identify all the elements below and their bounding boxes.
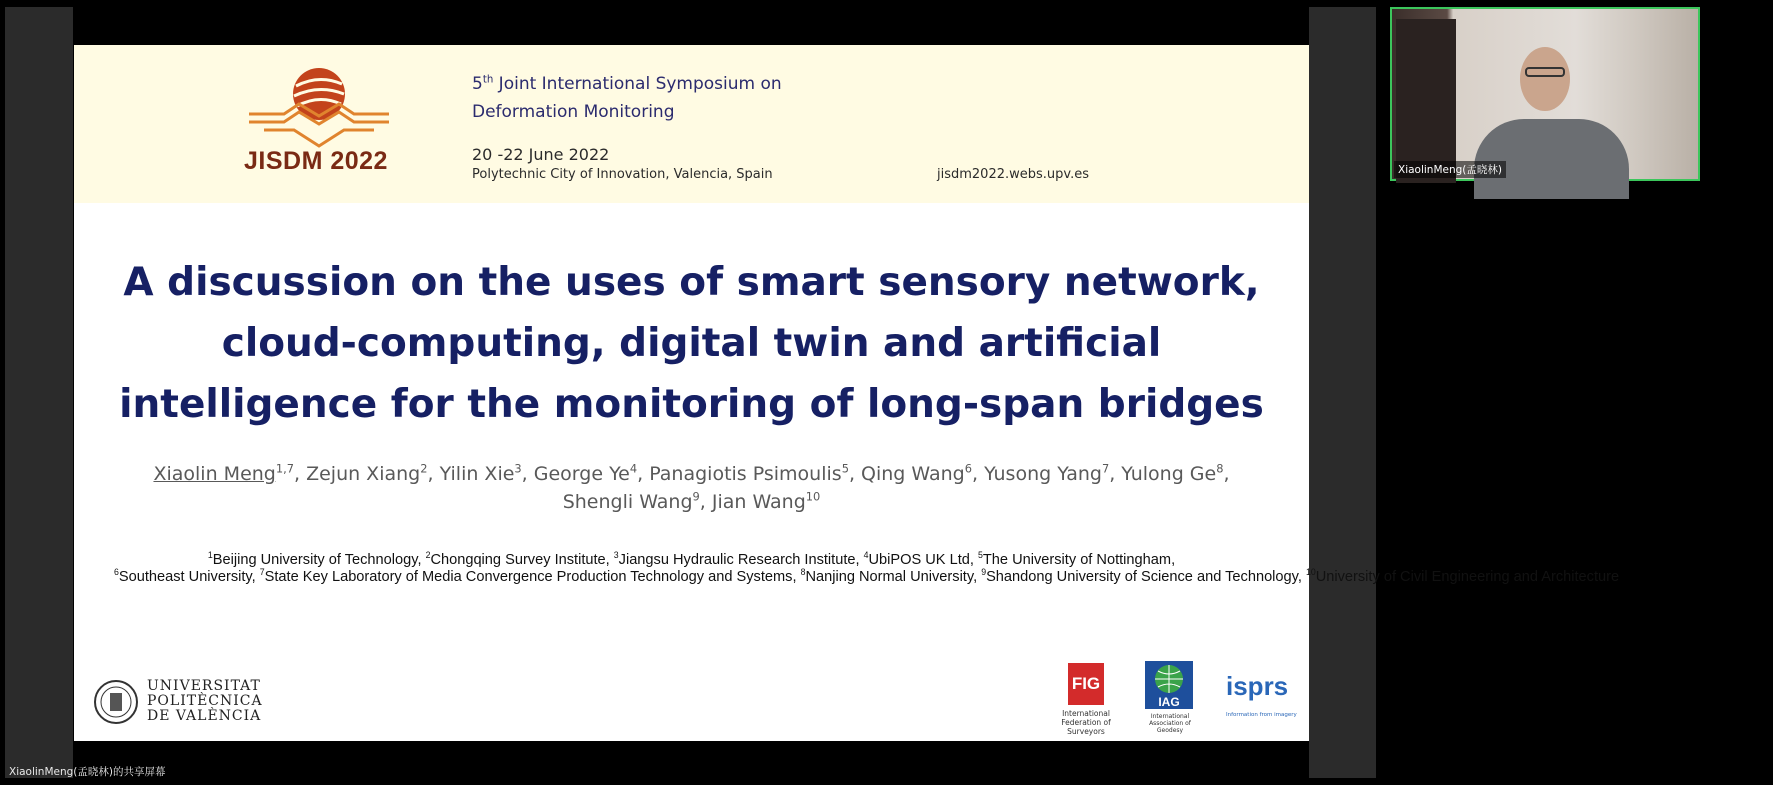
affiliation: Southeast University xyxy=(118,569,252,585)
affiliation: Shandong University of Science and Technology xyxy=(986,569,1298,585)
left-gallery-strip xyxy=(5,7,73,778)
author-list: Xiaolin Meng$^{1,7}$, Zejun Xiang$^2$, Yilin Xie$^3$, George Ye$^4$, Panagiotis Psimoulis$^5$, Qing Wang$^6$, Yusong Yang$^7$, Yulong Ge$^8$, Shengli Wang$^9$, Jian Wang$^{10}$ xyxy=(153,461,1230,513)
participant-name-label: XiaolinMeng(孟晓林) xyxy=(1394,161,1506,178)
fig-logo: FIG xyxy=(1068,663,1104,705)
isprs-logo: isprs xyxy=(1226,671,1289,701)
affiliation-list: $^1$Beijing University of Technology, $^2$Chongqing Survey Institute, $^3$Jiangsu Hydraulic Research Institute, $^4$UbiPOS UK Ltd, $^5$The University of Nottingham, $^6$Southeast University, $^7$State Key Laboratory of Media Convergence Production Technology and Systems, $^8$Nanjing Normal University, $^9$Shandong University of Science and Technology, $^{10}$University of Civil Engineering and Architecture xyxy=(114,550,1620,585)
affiliation: Jiangsu Hydraulic Research Institute xyxy=(618,552,856,568)
title-line: A discussion on the uses of smart sensory network, xyxy=(123,260,1260,305)
symposium-venue: Polytechnic City of Innovation, Valencia, Spain xyxy=(472,167,773,182)
title-line: cloud-computing, digital twin and artificial xyxy=(221,321,1162,366)
svg-text:IAG: IAG xyxy=(1158,695,1180,709)
symposium-title-line1: 5th Joint International Symposium on xyxy=(472,74,782,94)
iag-caption: International Association of Geodesy xyxy=(1149,713,1191,734)
author-name: Panagiotis Psimoulis xyxy=(649,463,842,485)
jisdm-logo-icon xyxy=(244,66,394,151)
symposium-dates: 20 -22 June 2022 xyxy=(472,145,610,164)
upv-seal-icon xyxy=(93,679,139,725)
author-name: Yulong Ge xyxy=(1121,463,1217,485)
screen-share-status: XiaolinMeng(孟晓林)的共享屏幕 xyxy=(9,766,166,778)
author-name: Jian Wang xyxy=(711,491,806,513)
affiliation: Nanjing Normal University xyxy=(805,569,974,585)
iag-globe-icon xyxy=(1145,661,1193,709)
isprs-caption: Information from imagery xyxy=(1226,712,1297,718)
fig-caption: International Federation of Surveyors xyxy=(1061,709,1111,736)
author-name: Qing Wang xyxy=(861,463,965,485)
author-name: Xiaolin Meng xyxy=(153,463,276,485)
participant-face xyxy=(1520,47,1570,111)
affiliation: UbiPOS UK Ltd xyxy=(868,552,970,568)
affiliation: Beijing University of Technology xyxy=(212,552,418,568)
author-name: Zejun Xiang xyxy=(306,463,421,485)
author-name: Shengli Wang xyxy=(562,491,693,513)
symposium-title-line2: Deformation Monitoring xyxy=(472,102,675,122)
author-name: George Ye xyxy=(533,463,630,485)
slide-title xyxy=(74,252,1309,435)
symposium-website: jisdm2022.webs.upv.es xyxy=(937,167,1089,182)
affiliation: Chongqing Survey Institute xyxy=(430,552,606,568)
participant-video-tile[interactable] xyxy=(1390,7,1700,181)
affiliation: University of Civil Engineering and Architecture xyxy=(1315,569,1620,585)
upv-wordmark: UNIVERSITAT POLITÈCNICA DE VALÈNCIA xyxy=(147,678,263,724)
title-line: intelligence for the monitoring of long-span bridges xyxy=(119,382,1264,427)
slide-header xyxy=(74,45,1309,203)
author-name: Yilin Xie xyxy=(439,463,515,485)
right-gallery-strip xyxy=(1309,7,1376,778)
affiliation: State Key Laboratory of Media Convergence Production Technology and Systems xyxy=(264,569,793,585)
affiliation: The University of Nottingham xyxy=(982,552,1172,568)
jisdm-wordmark: JISDM 2022 xyxy=(244,147,388,175)
author-name: Yusong Yang xyxy=(984,463,1102,485)
